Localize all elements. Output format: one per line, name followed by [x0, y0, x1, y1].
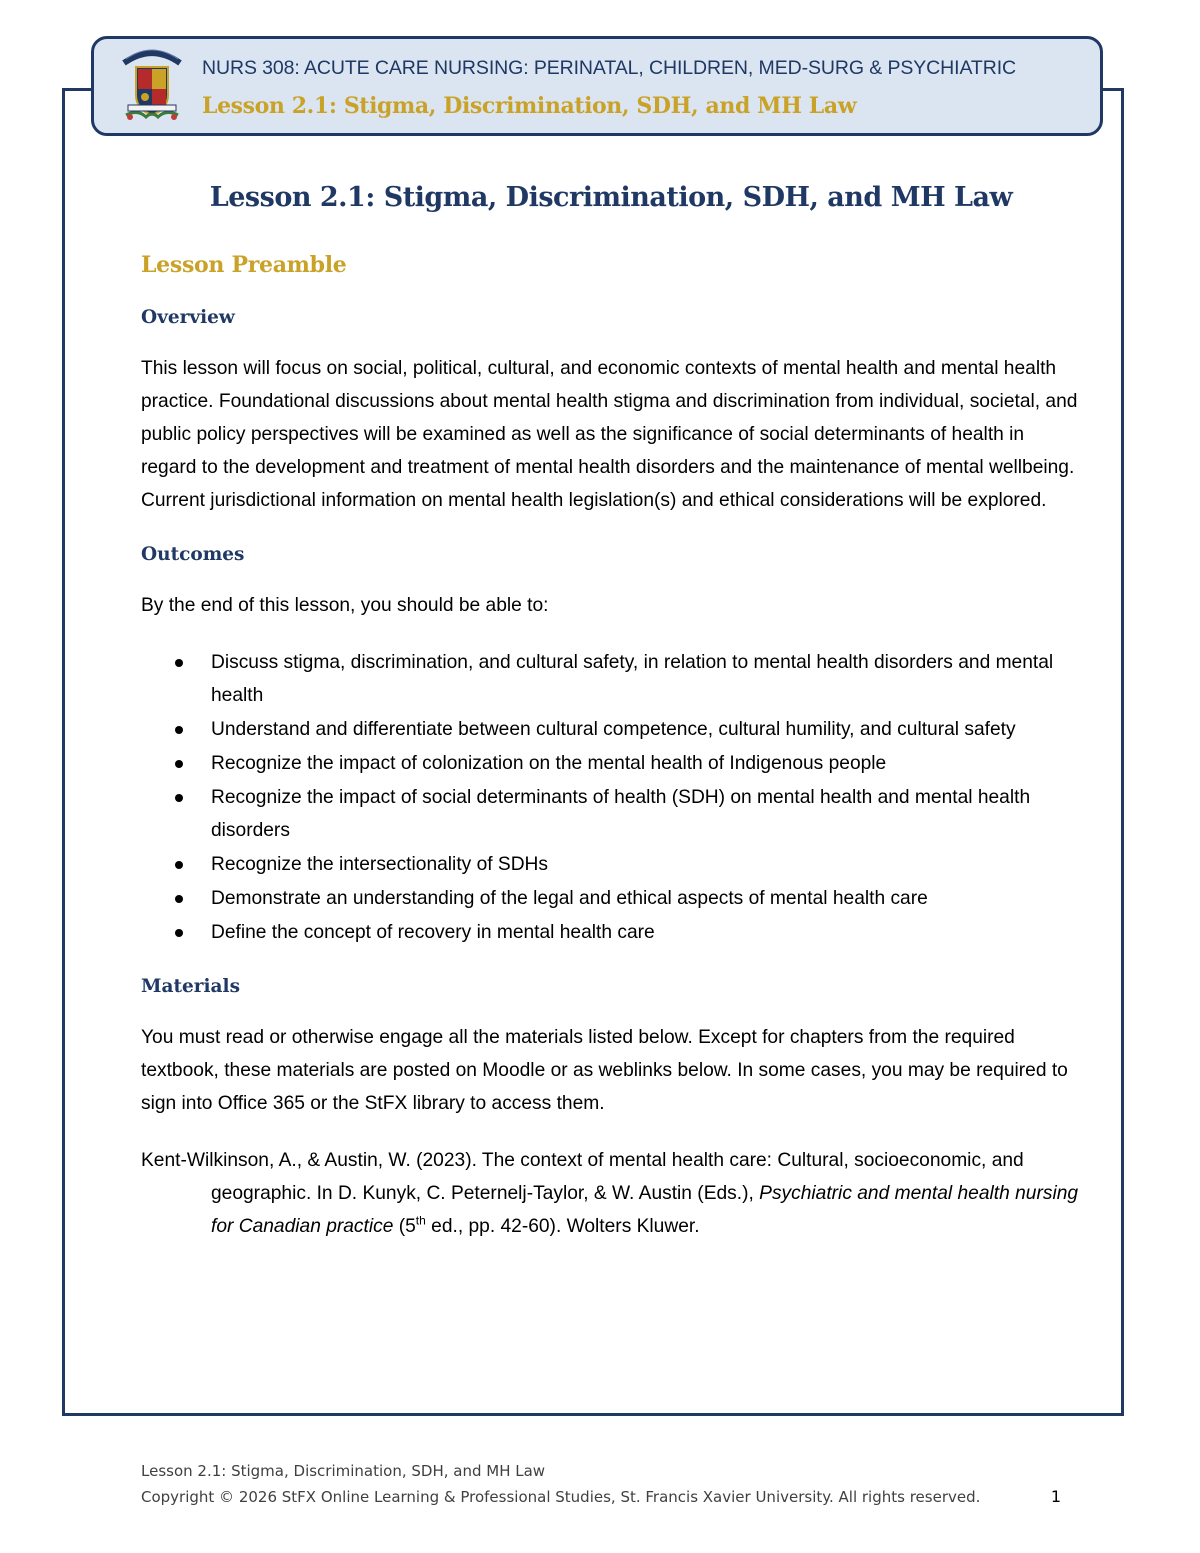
list-item	[141, 747, 1081, 780]
bullet-icon	[175, 929, 183, 937]
bullet-icon	[175, 794, 183, 802]
list-item	[141, 646, 1081, 712]
outcomes-intro: By the end of this lesson, you should be able to:	[141, 595, 549, 616]
outcome-text: Demonstrate an understanding of the legal and ethical aspects of mental health care	[211, 888, 928, 909]
outcomes-list	[141, 646, 1081, 949]
page-title: Lesson 2.1: Stigma, Discrimination, SDH, and MH Law	[209, 182, 1013, 213]
course-title: NURS 308: ACUTE CARE NURSING: PERINATAL, CHILDREN, MED-SURG & PSYCHIATRIC	[202, 57, 1017, 79]
reference-book-title: Psychiatric and mental health nursing for Canadian practice	[211, 1183, 1079, 1237]
bullet-icon	[175, 659, 183, 667]
bullet-icon	[175, 861, 183, 869]
header-banner	[91, 36, 1103, 136]
footer-copyright-row	[141, 1484, 1061, 1510]
materials-heading: Materials	[141, 976, 240, 997]
overview-heading: Overview	[141, 307, 235, 328]
outcome-text: Discuss stigma, discrimination, and cultural safety, in relation to mental health disorders and mental health	[211, 652, 1054, 706]
bullet-icon	[175, 895, 183, 903]
materials-text: You must read or otherwise engage all the materials listed below. Except for chapters from the required textbook, these materials are posted on Moodle or as weblinks below. In some cases, you may be required to sign into Office 365 or the StFX library to access them.	[141, 1027, 1068, 1114]
footer-lesson: Lesson 2.1: Stigma, Discrimination, SDH, and MH Law	[141, 1462, 546, 1480]
list-item	[141, 713, 1081, 746]
page-number: 1	[1050, 1487, 1061, 1506]
bullet-icon	[175, 760, 183, 768]
header-lesson-title: Lesson 2.1: Stigma, Discrimination, SDH, and MH Law	[202, 93, 857, 119]
outcome-text: Understand and differentiate between cultural competence, cultural humility, and cultural safety	[211, 719, 1016, 740]
reference-authors: Kent-Wilkinson, A., & Austin, W. (2023). The context of mental health care: Cultural, socioeconomic, and geographic. In D. Kunyk, C. Peternelj-Taylor, & W. Austin (Eds.),	[141, 1150, 1024, 1204]
outcome-text: Recognize the impact of social determinants of health (SDH) on mental health and mental health disorders	[211, 787, 1031, 841]
list-item	[141, 781, 1081, 847]
preamble-heading: Lesson Preamble	[141, 252, 347, 278]
bullet-icon	[175, 726, 183, 734]
university-crest-icon	[116, 45, 188, 127]
outcome-text: Recognize the intersectionality of SDHs	[211, 854, 549, 875]
document-body	[141, 180, 1081, 1243]
reference-citation	[141, 1144, 1081, 1243]
reference-publisher: ed., pp. 42-60). Wolters Kluwer.	[425, 1216, 700, 1237]
reference-edition: (5	[393, 1216, 416, 1237]
page-footer	[141, 1458, 1061, 1510]
outcome-text: Recognize the impact of colonization on the mental health of Indigenous people	[211, 753, 887, 774]
outcome-text: Define the concept of recovery in mental health care	[211, 922, 655, 943]
list-item	[141, 848, 1081, 881]
overview-text: This lesson will focus on social, political, cultural, and economic contexts of mental health and mental health practice. Foundational discussions about mental health stigma and discrimination from individual, societal, and public policy perspectives will be examined as well as the significance of social determinants of health in regard to the development and treatment of mental health disorders and the maintenance of mental wellbeing. Current jurisdictional information on mental health legislation(s) and ethical considerations will be explored.	[141, 358, 1078, 511]
outcomes-heading: Outcomes	[141, 544, 245, 565]
reference-superscript: th	[415, 1213, 426, 1228]
list-item	[141, 916, 1081, 949]
footer-copyright: Copyright © 2026 StFX Online Learning & Professional Studies, St. Francis Xavier University. All rights reserved.	[141, 1488, 981, 1506]
list-item	[141, 882, 1081, 915]
